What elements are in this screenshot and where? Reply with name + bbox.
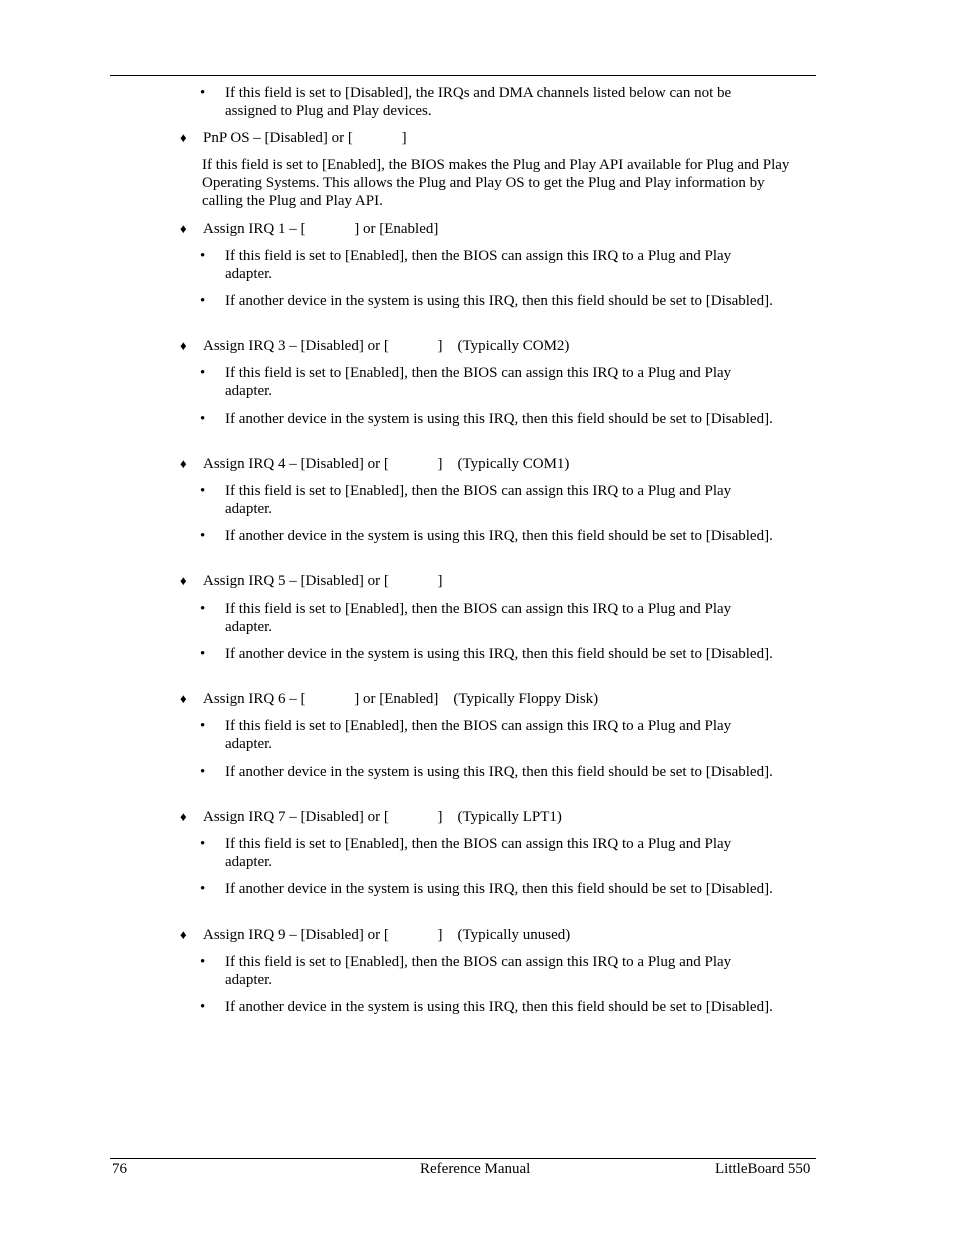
intro-sub-text: If this field is set to [Disabled], the IRQs and DMA channels listed below can not be assigned to Plug and Play devices.: [225, 85, 732, 119]
irq-5-heading: Assign IRQ 5 – [Disabled] or [ ]: [203, 573, 443, 589]
diamond-bullet-icon: ♦: [180, 691, 187, 706]
sub-enabled-text: If this field is set to [Enabled], then the BIOS can assign this IRQ to a Plug and Play adapter.: [225, 483, 732, 517]
irq-3-heading: Assign IRQ 3 – [Disabled] or [ ] (Typically COM2): [203, 338, 570, 354]
irq-4-heading: Assign IRQ 4 – [Disabled] or [ ] (Typically COM1): [203, 456, 570, 472]
bullet-dot-icon: •: [200, 85, 206, 101]
bullet-dot-icon: •: [200, 528, 206, 544]
diamond-bullet-icon: ♦: [180, 130, 187, 145]
sub-enabled-text: If this field is set to [Enabled], then the BIOS can assign this IRQ to a Plug and Play adapter.: [225, 836, 732, 870]
bullet-dot-icon: •: [200, 601, 206, 617]
footer-product-name: LittleBoard 550: [715, 1161, 811, 1177]
irq-9-heading: Assign IRQ 9 – [Disabled] or [ ] (Typically unused): [203, 927, 571, 943]
bullet-dot-icon: •: [200, 411, 206, 427]
diamond-bullet-icon: ♦: [180, 221, 187, 236]
sub-other-text: If another device in the system is using this IRQ, then this field should be set to [Disabled].: [225, 528, 773, 544]
diamond-bullet-icon: ♦: [180, 456, 187, 471]
sub-other-text: If another device in the system is using this IRQ, then this field should be set to [Disabled].: [225, 293, 773, 309]
bullet-dot-icon: •: [200, 646, 206, 662]
bullet-dot-icon: •: [200, 293, 206, 309]
bullet-dot-icon: •: [200, 836, 206, 852]
diamond-bullet-icon: ♦: [180, 809, 187, 824]
footer-manual-title: Reference Manual: [420, 1161, 531, 1177]
sub-enabled-text: If this field is set to [Enabled], then the BIOS can assign this IRQ to a Plug and Play adapter.: [225, 365, 732, 399]
sub-enabled-text: If this field is set to [Enabled], then the BIOS can assign this IRQ to a Plug and Play adapter.: [225, 601, 732, 635]
bullet-dot-icon: •: [200, 718, 206, 734]
bullet-dot-icon: •: [200, 954, 206, 970]
footer-rule: [110, 1158, 816, 1159]
bullet-dot-icon: •: [200, 881, 206, 897]
irq-1-heading: Assign IRQ 1 – [ ] or [Enabled]: [203, 221, 439, 237]
diamond-bullet-icon: ♦: [180, 573, 187, 588]
bullet-dot-icon: •: [200, 248, 206, 264]
sub-other-text: If another device in the system is using this IRQ, then this field should be set to [Disabled].: [225, 411, 773, 427]
sub-enabled-text: If this field is set to [Enabled], then the BIOS can assign this IRQ to a Plug and Play adapter.: [225, 718, 732, 752]
sub-enabled-text: If this field is set to [Enabled], then the BIOS can assign this IRQ to a Plug and Play adapter.: [225, 954, 732, 988]
sub-enabled-text: If this field is set to [Enabled], then the BIOS can assign this IRQ to a Plug and Play adapter.: [225, 248, 732, 282]
diamond-bullet-icon: ♦: [180, 338, 187, 353]
bullet-dot-icon: •: [200, 365, 206, 381]
pnp-os-heading: PnP OS – [Disabled] or [ ]: [203, 130, 407, 146]
diamond-bullet-icon: ♦: [180, 927, 187, 942]
pnp-os-paragraph: If this field is set to [Enabled], the BIOS makes the Plug and Play API available for Plug and Play Operating Systems. This allows the Plug and Play OS to get the Plug and Play information by calling the Plug and Play API.: [202, 157, 790, 209]
sub-other-text: If another device in the system is using this IRQ, then this field should be set to [Disabled].: [225, 646, 773, 662]
sub-other-text: If another device in the system is using this IRQ, then this field should be set to [Disabled].: [225, 999, 773, 1015]
sub-other-text: If another device in the system is using this IRQ, then this field should be set to [Disabled].: [225, 881, 773, 897]
footer-page-number: 76: [112, 1161, 127, 1177]
irq-7-heading: Assign IRQ 7 – [Disabled] or [ ] (Typically LPT1): [203, 809, 562, 825]
sub-other-text: If another device in the system is using this IRQ, then this field should be set to [Disabled].: [225, 764, 773, 780]
irq-6-heading: Assign IRQ 6 – [ ] or [Enabled] (Typically Floppy Disk): [203, 691, 599, 707]
bullet-dot-icon: •: [200, 483, 206, 499]
bullet-dot-icon: •: [200, 764, 206, 780]
bullet-dot-icon: •: [200, 999, 206, 1015]
